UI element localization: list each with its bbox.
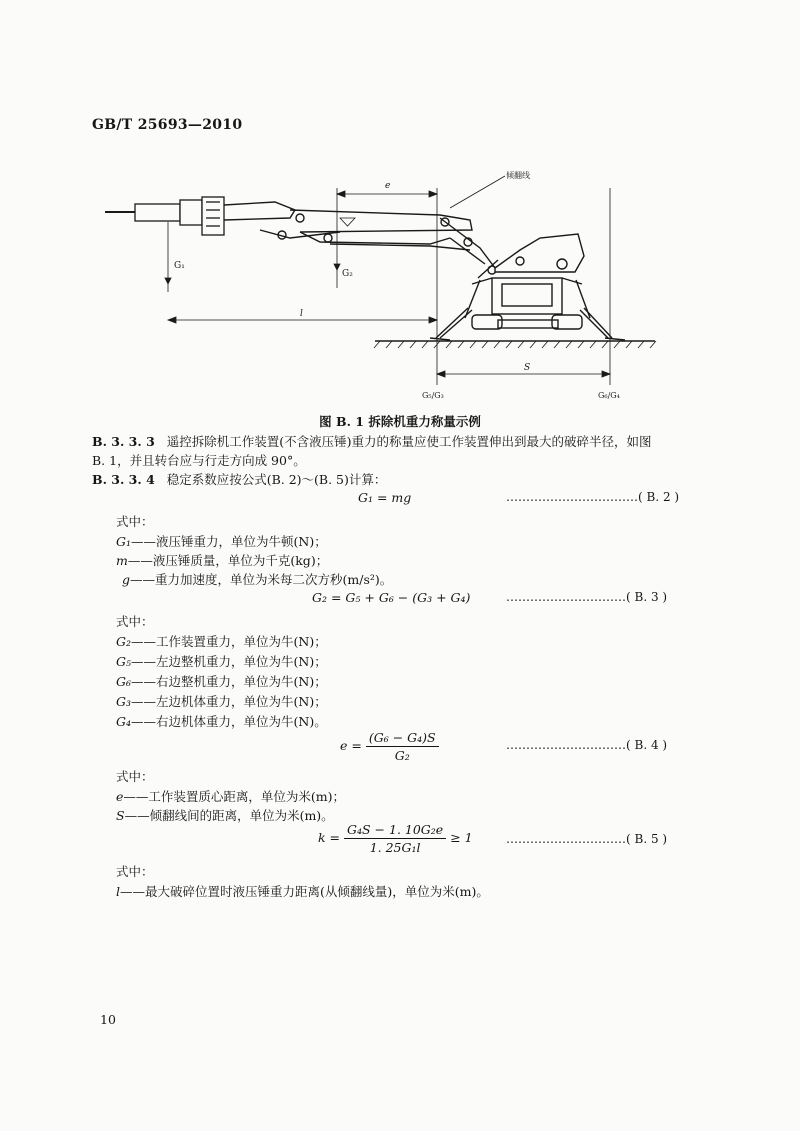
where-2-item-g6: G₆——右边整机重力，单位为牛(N)； <box>116 674 327 689</box>
where-label-2: 式中： <box>116 614 154 629</box>
clause-b333-line1: 遥控拆除机工作装置(不含液压锤)重力的称量应使工作装置伸出到最大的破碎半径，如图 <box>166 434 652 449</box>
where-4-item-l: l——最大破碎位置时液压锤重力距离(从倾翻线量)，单位为米(m)。 <box>116 884 489 899</box>
clause-b334-text: 稳定系数应按公式(B. 2)～(B. 5)计算： <box>166 472 387 487</box>
clause-b333-number: B. 3. 3. 3 <box>92 434 155 449</box>
label-g2: G₂ <box>342 269 353 279</box>
label-l: l <box>300 309 303 319</box>
clause-b334-number: B. 3. 3. 4 <box>92 472 155 487</box>
equation-b2-number: ……………………………( B. 2 ) <box>506 490 680 504</box>
standard-code: GB/T 25693—2010 <box>92 117 243 133</box>
hydraulic-hammer <box>105 197 224 235</box>
where-1-item-m: m——液压锤质量，单位为千克(kg)； <box>116 553 329 568</box>
where-1-item-g1: G₁——液压锤重力，单位为牛顿(N)； <box>116 534 327 549</box>
where-label-3: 式中： <box>116 769 154 784</box>
figure-b1-demolition-machine <box>100 160 700 410</box>
where-2-item-g3: G₃——左边机体重力，单位为牛(N)； <box>116 694 327 709</box>
where-label-4: 式中： <box>116 864 154 879</box>
equation-b3-number: …………………………( B. 3 ) <box>506 590 668 604</box>
page-number: 10 <box>100 1012 116 1027</box>
equation-b4-number: …………………………( B. 4 ) <box>506 738 668 752</box>
label-s: S <box>524 363 531 373</box>
label-g5-g3: G₅/G₃ <box>422 391 444 400</box>
where-2-item-g4: G₄——右边机体重力，单位为牛(N)。 <box>116 714 327 729</box>
equation-b4: e = $\frac{\text{(G₆ − G₄)S}}{\text{G₂}}$ <box>340 730 439 763</box>
label-g6-g4: G₆/G₄ <box>598 391 620 400</box>
machine-body <box>430 234 625 340</box>
label-e: e <box>385 181 391 191</box>
clause-b333-line2: B. 1，并且转台应与行走方向成 90°。 <box>92 453 306 468</box>
where-2-item-g5: G₅——左边整机重力，单位为牛(N)； <box>116 654 327 669</box>
equation-b3: G₂ = G₅ + G₆ − (G₃ + G₄) <box>312 590 471 605</box>
where-3-item-s: S——倾翻线间的距离，单位为米(m)。 <box>116 808 334 823</box>
label-g1: G₁ <box>174 261 185 271</box>
clause-b333 <box>92 432 651 450</box>
figure-caption: 图 B. 1 拆除机重力称量示例 <box>319 414 481 429</box>
where-label-1: 式中： <box>116 514 154 529</box>
clause-b334 <box>92 470 386 488</box>
working-boom <box>224 202 496 274</box>
ground-hatching <box>374 341 656 348</box>
equation-b2: G₁ = mg <box>358 490 412 505</box>
equation-b4-fraction: $\frac{\text{(G₆ − G₄)S}}{\text{G₂}}$ <box>366 730 439 763</box>
where-2-item-g2: G₂——工作装置重力，单位为牛(N)； <box>116 634 327 649</box>
where-3-item-e: e——工作装置质心距离，单位为米(m)； <box>116 789 346 804</box>
equation-b5-fraction: $\frac{\text{G₄S − 1. 10G₂e}}{\text{1. 25G₁l}}$ <box>344 822 446 855</box>
equation-b5: k = $\frac{\text{G₄S − 1. 10G₂e}}{\text{1. 25G₁l}}$ ≥ 1 <box>318 822 473 855</box>
where-1-item-g: g——重力加速度，单位为米每二次方秒(m/s²)。 <box>122 572 393 587</box>
equation-b5-number: …………………………( B. 5 ) <box>506 832 668 846</box>
label-tipping-line: 倾翻线 <box>506 171 530 180</box>
